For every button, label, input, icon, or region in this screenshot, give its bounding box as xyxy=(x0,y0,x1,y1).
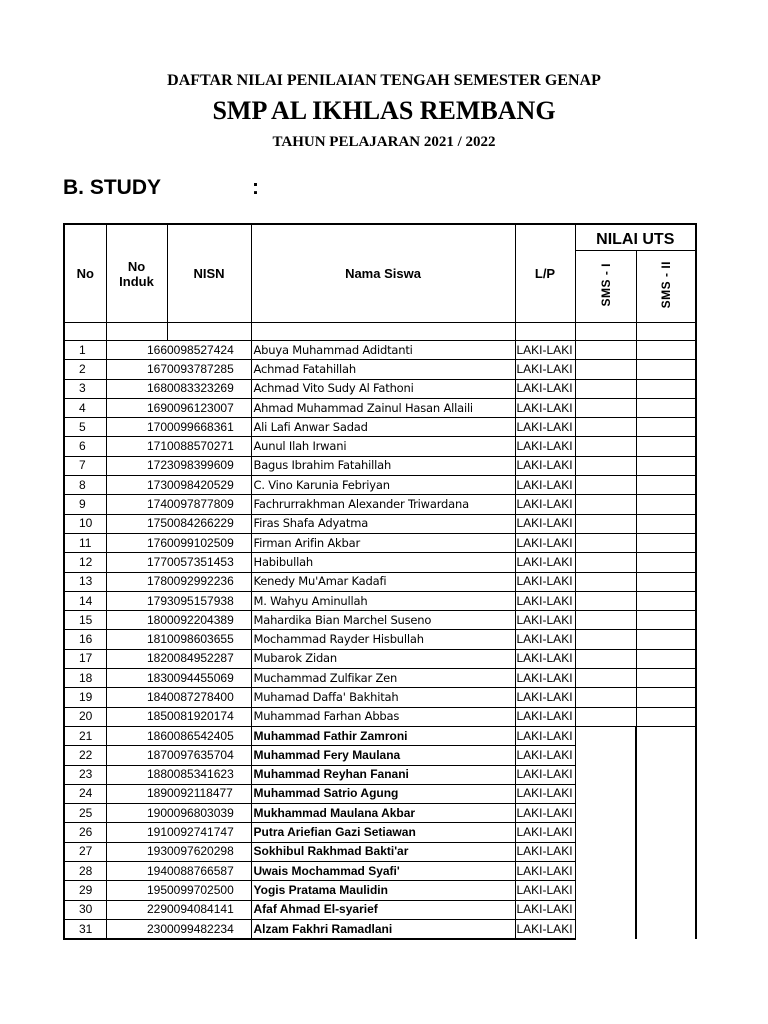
cell-nama-siswa: Yogis Pratama Maulidin xyxy=(251,881,515,900)
table-row xyxy=(64,765,696,784)
cell-nama-siswa: Alzam Fakhri Ramadlani xyxy=(251,919,515,939)
cell-lp: LAKI-LAKI xyxy=(515,398,575,417)
cell-no-induk: 181 xyxy=(106,630,167,649)
cell-sms-2 xyxy=(636,611,696,630)
cell-sms-2 xyxy=(636,495,696,514)
grades-table xyxy=(63,223,697,940)
cell-lp: LAKI-LAKI xyxy=(515,842,575,861)
cell-sms-2 xyxy=(636,900,696,919)
cell-sms-1 xyxy=(575,669,636,688)
cell-no: 4 xyxy=(64,398,106,417)
cell-sms-2 xyxy=(636,437,696,456)
cell-nisn: 0097635704 xyxy=(167,746,251,765)
cell-nisn: 0088570271 xyxy=(167,437,251,456)
cell-nama-siswa: Achmad Vito Sudy Al Fathoni xyxy=(251,379,515,398)
table-row xyxy=(64,379,696,398)
cell-no: 15 xyxy=(64,611,106,630)
cell-sms-2 xyxy=(636,360,696,379)
col-nisn: NISN xyxy=(167,224,251,323)
table-row xyxy=(64,611,696,630)
table-row xyxy=(64,707,696,726)
cell-no-induk: 177 xyxy=(106,553,167,572)
cell-sms-1 xyxy=(575,398,636,417)
spacer-cell xyxy=(167,323,251,341)
cell-no-induk: 183 xyxy=(106,669,167,688)
cell-lp: LAKI-LAKI xyxy=(515,765,575,784)
spacer-cell xyxy=(106,323,167,341)
col-no-induk xyxy=(106,224,167,323)
cell-no: 23 xyxy=(64,765,106,784)
table-row xyxy=(64,514,696,533)
cell-no: 8 xyxy=(64,476,106,495)
cell-nisn: 0094455069 xyxy=(167,669,251,688)
cell-sms-2 xyxy=(636,842,696,861)
cell-nisn: 3095157938 xyxy=(167,591,251,610)
cell-sms-2 xyxy=(636,669,696,688)
cell-nama-siswa: Muhammad Reyhan Fanani xyxy=(251,765,515,784)
cell-lp: LAKI-LAKI xyxy=(515,418,575,437)
cell-lp: LAKI-LAKI xyxy=(515,360,575,379)
col-sms-1 xyxy=(575,251,636,323)
col-nilai-uts: NILAI UTS xyxy=(575,224,696,251)
cell-sms-2 xyxy=(636,746,696,765)
cell-nisn: 0092741747 xyxy=(167,823,251,842)
col-no-induk-line1: No xyxy=(127,258,146,274)
cell-no: 17 xyxy=(64,649,106,668)
table-row xyxy=(64,900,696,919)
cell-nisn: 0087278400 xyxy=(167,688,251,707)
table-header xyxy=(64,224,696,323)
cell-no-induk: 176 xyxy=(106,533,167,552)
cell-sms-1 xyxy=(575,591,636,610)
cell-nisn: 0084952287 xyxy=(167,649,251,668)
cell-lp: LAKI-LAKI xyxy=(515,784,575,803)
cell-nisn: 0093787285 xyxy=(167,360,251,379)
cell-nama-siswa: Ali Lafi Anwar Sadad xyxy=(251,418,515,437)
cell-nisn: 0085341623 xyxy=(167,765,251,784)
spacer-cell xyxy=(575,323,636,341)
cell-no-induk: 188 xyxy=(106,765,167,784)
cell-sms-2 xyxy=(636,476,696,495)
cell-no-induk: 180 xyxy=(106,611,167,630)
cell-no: 14 xyxy=(64,591,106,610)
subject-label: B. STUDY xyxy=(63,176,162,199)
cell-nisn: 0092204389 xyxy=(167,611,251,630)
cell-sms-1 xyxy=(575,746,636,765)
cell-sms-1 xyxy=(575,553,636,572)
spacer-row xyxy=(64,323,696,341)
cell-nisn: 0099482234 xyxy=(167,919,251,939)
cell-sms-1 xyxy=(575,418,636,437)
table-row xyxy=(64,862,696,881)
cell-nisn: 0096123007 xyxy=(167,398,251,417)
cell-nama-siswa: Habibullah xyxy=(251,553,515,572)
cell-nama-siswa: Kenedy Mu'Amar Kadafi xyxy=(251,572,515,591)
cell-sms-2 xyxy=(636,881,696,900)
cell-sms-1 xyxy=(575,726,636,745)
cell-sms-1 xyxy=(575,611,636,630)
cell-lp: LAKI-LAKI xyxy=(515,900,575,919)
cell-lp: LAKI-LAKI xyxy=(515,476,575,495)
cell-sms-2 xyxy=(636,726,696,745)
cell-no-induk: 230 xyxy=(106,919,167,939)
cell-sms-2 xyxy=(636,784,696,803)
cell-nama-siswa: Abuya Muhammad Adidtanti xyxy=(251,341,515,360)
cell-lp: LAKI-LAKI xyxy=(515,456,575,475)
cell-sms-1 xyxy=(575,804,636,823)
cell-lp: LAKI-LAKI xyxy=(515,862,575,881)
cell-no-induk: 174 xyxy=(106,495,167,514)
spacer-cell xyxy=(515,323,575,341)
col-sms-1-label: SMS - I xyxy=(598,263,613,307)
cell-lp: LAKI-LAKI xyxy=(515,823,575,842)
cell-lp: LAKI-LAKI xyxy=(515,572,575,591)
cell-nama-siswa: Muhammad Fathir Zamroni xyxy=(251,726,515,745)
cell-sms-1 xyxy=(575,437,636,456)
cell-nama-siswa: Afaf Ahmad El-syarief xyxy=(251,900,515,919)
cell-no-induk: 187 xyxy=(106,746,167,765)
cell-lp: LAKI-LAKI xyxy=(515,726,575,745)
table-row xyxy=(64,360,696,379)
cell-sms-1 xyxy=(575,360,636,379)
cell-no-induk: 179 xyxy=(106,591,167,610)
cell-no-induk: 193 xyxy=(106,842,167,861)
cell-no: 12 xyxy=(64,553,106,572)
cell-no-induk: 170 xyxy=(106,418,167,437)
table-row xyxy=(64,533,696,552)
cell-sms-2 xyxy=(636,765,696,784)
cell-no: 16 xyxy=(64,630,106,649)
cell-nama-siswa: Muhammad Satrio Agung xyxy=(251,784,515,803)
cell-sms-2 xyxy=(636,591,696,610)
cell-sms-2 xyxy=(636,398,696,417)
cell-sms-1 xyxy=(575,649,636,668)
cell-sms-1 xyxy=(575,495,636,514)
cell-nama-siswa: Bagus Ibrahim Fatahillah xyxy=(251,456,515,475)
table-row xyxy=(64,919,696,939)
cell-nama-siswa: M. Wahyu Aminullah xyxy=(251,591,515,610)
cell-sms-2 xyxy=(636,919,696,939)
table-row xyxy=(64,495,696,514)
table-row xyxy=(64,726,696,745)
cell-nisn: 0094084141 xyxy=(167,900,251,919)
cell-no: 27 xyxy=(64,842,106,861)
table-row xyxy=(64,437,696,456)
cell-sms-1 xyxy=(575,514,636,533)
cell-sms-1 xyxy=(575,919,636,939)
cell-lp: LAKI-LAKI xyxy=(515,649,575,668)
table-row xyxy=(64,823,696,842)
cell-sms-1 xyxy=(575,707,636,726)
cell-nama-siswa: Ahmad Muhammad Zainul Hasan Allaili xyxy=(251,398,515,417)
cell-sms-2 xyxy=(636,341,696,360)
cell-nisn: 0083323269 xyxy=(167,379,251,398)
cell-sms-1 xyxy=(575,630,636,649)
cell-nama-siswa: Muhammad Farhan Abbas xyxy=(251,707,515,726)
table-row xyxy=(64,572,696,591)
cell-no: 18 xyxy=(64,669,106,688)
cell-no-induk: 190 xyxy=(106,804,167,823)
table-row xyxy=(64,669,696,688)
cell-no-induk: 182 xyxy=(106,649,167,668)
cell-sms-1 xyxy=(575,476,636,495)
cell-nisn: 0086542405 xyxy=(167,726,251,745)
cell-nisn: 0098527424 xyxy=(167,341,251,360)
cell-no-induk: 178 xyxy=(106,572,167,591)
cell-nama-siswa: Sokhibul Rakhmad Bakti'ar xyxy=(251,842,515,861)
cell-nama-siswa: Muchammad Zulfikar Zen xyxy=(251,669,515,688)
cell-sms-1 xyxy=(575,842,636,861)
cell-sms-1 xyxy=(575,765,636,784)
cell-no: 26 xyxy=(64,823,106,842)
table-body xyxy=(64,323,696,940)
spacer-cell xyxy=(251,323,515,341)
cell-lp: LAKI-LAKI xyxy=(515,495,575,514)
cell-nisn: 0084266229 xyxy=(167,514,251,533)
cell-no: 19 xyxy=(64,688,106,707)
cell-sms-1 xyxy=(575,900,636,919)
cell-nisn: 0097620298 xyxy=(167,842,251,861)
cell-nama-siswa: C. Vino Karunia Febriyan xyxy=(251,476,515,495)
subject-colon: : xyxy=(252,176,259,199)
cell-lp: LAKI-LAKI xyxy=(515,630,575,649)
cell-sms-2 xyxy=(636,379,696,398)
cell-sms-2 xyxy=(636,533,696,552)
cell-nama-siswa: Achmad Fatahillah xyxy=(251,360,515,379)
cell-nisn: 0088766587 xyxy=(167,862,251,881)
cell-nama-siswa: Aunul Ilah Irwani xyxy=(251,437,515,456)
table-row xyxy=(64,341,696,360)
table-row xyxy=(64,591,696,610)
table-row xyxy=(64,418,696,437)
cell-lp: LAKI-LAKI xyxy=(515,669,575,688)
cell-nisn: 0098420529 xyxy=(167,476,251,495)
table-row xyxy=(64,746,696,765)
cell-sms-2 xyxy=(636,553,696,572)
academic-year: TAHUN PELAJARAN 2021 / 2022 xyxy=(272,134,496,150)
cell-lp: LAKI-LAKI xyxy=(515,919,575,939)
document-title: DAFTAR NILAI PENILAIAN TENGAH SEMESTER GENAP xyxy=(167,72,601,89)
cell-no-induk: 185 xyxy=(106,707,167,726)
cell-no-induk: 194 xyxy=(106,862,167,881)
cell-no: 24 xyxy=(64,784,106,803)
cell-sms-2 xyxy=(636,707,696,726)
cell-nisn: 0097877809 xyxy=(167,495,251,514)
table-row xyxy=(64,456,696,475)
cell-nama-siswa: Uwais Mochammad Syafi' xyxy=(251,862,515,881)
cell-nama-siswa: Firas Shafa Adyatma xyxy=(251,514,515,533)
cell-nisn: 0099702500 xyxy=(167,881,251,900)
cell-no-induk: 169 xyxy=(106,398,167,417)
cell-nisn: 0099102509 xyxy=(167,533,251,552)
spacer-cell xyxy=(636,323,696,341)
cell-no: 10 xyxy=(64,514,106,533)
cell-no-induk: 172 xyxy=(106,456,167,475)
cell-no-induk: 189 xyxy=(106,784,167,803)
cell-lp: LAKI-LAKI xyxy=(515,881,575,900)
table-row xyxy=(64,881,696,900)
cell-no: 6 xyxy=(64,437,106,456)
cell-no: 5 xyxy=(64,418,106,437)
table-row xyxy=(64,476,696,495)
cell-no: 7 xyxy=(64,456,106,475)
cell-no: 25 xyxy=(64,804,106,823)
table-row xyxy=(64,804,696,823)
cell-nisn: 0096803039 xyxy=(167,804,251,823)
cell-sms-2 xyxy=(636,862,696,881)
cell-lp: LAKI-LAKI xyxy=(515,341,575,360)
cell-nama-siswa: Mahardika Bian Marchel Suseno xyxy=(251,611,515,630)
cell-no: 21 xyxy=(64,726,106,745)
cell-no: 2 xyxy=(64,360,106,379)
cell-sms-1 xyxy=(575,688,636,707)
cell-sms-1 xyxy=(575,823,636,842)
cell-no: 11 xyxy=(64,533,106,552)
cell-sms-2 xyxy=(636,688,696,707)
cell-sms-2 xyxy=(636,630,696,649)
cell-no-induk: 184 xyxy=(106,688,167,707)
cell-nisn: 0057351453 xyxy=(167,553,251,572)
col-sms-2-label: SMS - II xyxy=(658,261,673,309)
cell-sms-2 xyxy=(636,418,696,437)
cell-no-induk: 166 xyxy=(106,341,167,360)
cell-nama-siswa: Firman Arifin Akbar xyxy=(251,533,515,552)
cell-nama-siswa: Mubarok Zidan xyxy=(251,649,515,668)
cell-nisn: 0092992236 xyxy=(167,572,251,591)
cell-lp: LAKI-LAKI xyxy=(515,437,575,456)
cell-lp: LAKI-LAKI xyxy=(515,707,575,726)
cell-lp: LAKI-LAKI xyxy=(515,553,575,572)
cell-sms-2 xyxy=(636,823,696,842)
cell-no-induk: 173 xyxy=(106,476,167,495)
cell-sms-1 xyxy=(575,379,636,398)
cell-sms-2 xyxy=(636,456,696,475)
cell-no: 30 xyxy=(64,900,106,919)
cell-nama-siswa: Muhamad Daffa' Bakhitah xyxy=(251,688,515,707)
table-row xyxy=(64,553,696,572)
cell-lp: LAKI-LAKI xyxy=(515,514,575,533)
cell-nisn: 0081920174 xyxy=(167,707,251,726)
cell-no: 29 xyxy=(64,881,106,900)
cell-nisn: 0092118477 xyxy=(167,784,251,803)
cell-no: 20 xyxy=(64,707,106,726)
cell-no-induk: 171 xyxy=(106,437,167,456)
cell-no-induk: 167 xyxy=(106,360,167,379)
cell-sms-2 xyxy=(636,514,696,533)
col-lp: L/P xyxy=(515,224,575,323)
table-row xyxy=(64,784,696,803)
col-sms-2 xyxy=(636,251,696,323)
spacer-cell xyxy=(64,323,106,341)
cell-lp: LAKI-LAKI xyxy=(515,746,575,765)
cell-sms-1 xyxy=(575,881,636,900)
cell-no-induk: 168 xyxy=(106,379,167,398)
cell-lp: LAKI-LAKI xyxy=(515,533,575,552)
table-row xyxy=(64,398,696,417)
cell-sms-1 xyxy=(575,572,636,591)
table-row xyxy=(64,630,696,649)
col-no: No xyxy=(64,224,106,323)
table-row xyxy=(64,688,696,707)
cell-lp: LAKI-LAKI xyxy=(515,611,575,630)
cell-sms-2 xyxy=(636,649,696,668)
cell-nama-siswa: Putra Ariefian Gazi Setiawan xyxy=(251,823,515,842)
cell-nama-siswa: Mochammad Rayder Hisbullah xyxy=(251,630,515,649)
cell-no-induk: 175 xyxy=(106,514,167,533)
cell-sms-1 xyxy=(575,862,636,881)
cell-no-induk: 195 xyxy=(106,881,167,900)
cell-sms-1 xyxy=(575,456,636,475)
school-name: SMP AL IKHLAS REMBANG xyxy=(212,96,556,125)
cell-nama-siswa: Muhammad Fery Maulana xyxy=(251,746,515,765)
table-row xyxy=(64,649,696,668)
cell-no-induk: 191 xyxy=(106,823,167,842)
col-nama-siswa: Nama Siswa xyxy=(251,224,515,323)
cell-no: 1 xyxy=(64,341,106,360)
col-no-induk-line2: Induk xyxy=(119,273,154,289)
cell-nisn: 3098399609 xyxy=(167,456,251,475)
cell-no: 3 xyxy=(64,379,106,398)
cell-nisn: 0099668361 xyxy=(167,418,251,437)
cell-sms-1 xyxy=(575,784,636,803)
cell-sms-2 xyxy=(636,572,696,591)
cell-no: 31 xyxy=(64,919,106,939)
table-row xyxy=(64,842,696,861)
cell-nisn: 0098603655 xyxy=(167,630,251,649)
cell-lp: LAKI-LAKI xyxy=(515,379,575,398)
cell-lp: LAKI-LAKI xyxy=(515,804,575,823)
cell-nama-siswa: Mukhammad Maulana Akbar xyxy=(251,804,515,823)
cell-no: 9 xyxy=(64,495,106,514)
cell-no-induk: 229 xyxy=(106,900,167,919)
cell-sms-2 xyxy=(636,804,696,823)
cell-nama-siswa: Fachrurrakhman Alexander Triwardana xyxy=(251,495,515,514)
cell-sms-1 xyxy=(575,341,636,360)
cell-sms-1 xyxy=(575,533,636,552)
cell-no: 22 xyxy=(64,746,106,765)
cell-lp: LAKI-LAKI xyxy=(515,591,575,610)
cell-no: 13 xyxy=(64,572,106,591)
cell-lp: LAKI-LAKI xyxy=(515,688,575,707)
cell-no-induk: 186 xyxy=(106,726,167,745)
cell-no: 28 xyxy=(64,862,106,881)
